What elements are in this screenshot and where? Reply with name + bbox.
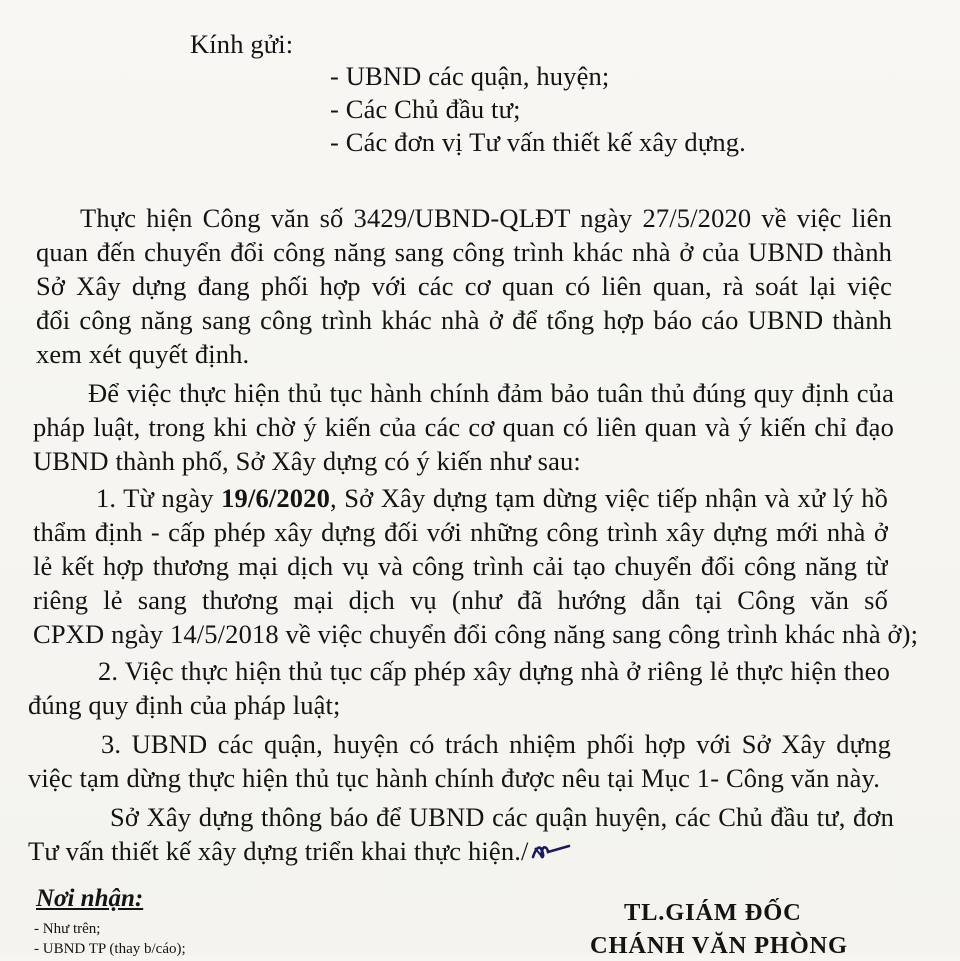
pen-mark-icon — [531, 842, 571, 862]
noi-nhan-item-1: - Như trên; — [34, 921, 101, 937]
closing-line-1: Sở Xây dựng thông báo để UBND các quận huyện, các Chủ đầu tư, đơn — [110, 802, 894, 832]
item1-line-4: riêng lẻ sang thương mại dịch vụ (như đã hướng dẫn tại Công văn số — [33, 585, 888, 615]
item3-line-2: việc tạm dừng thực hiện thủ tục hành chính được nêu tại Mục 1- Công văn này. — [28, 763, 881, 793]
item1-line-1 — [96, 482, 888, 514]
item1-rest-first: , Sở Xây dựng tạm dừng việc tiếp nhận và xử lý hồ — [329, 483, 888, 513]
para2-line-1: Để việc thực hiện thủ tục hành chính đảm bảo tuân thủ đúng quy định của — [88, 378, 894, 408]
item2-line-1: 2. Việc thực hiện thủ tục cấp phép xây dựng nhà ở riêng lẻ thực hiện theo — [98, 656, 890, 686]
para1-line-3: Sở Xây dựng đang phối hợp với các cơ quan có liên quan, rà soát lại việc — [36, 271, 892, 301]
kinh-gui-label: Kính gửi: — [190, 29, 294, 59]
para1-line-2: quan đến chuyển đổi công năng sang công trình khác nhà ở của UBND thành — [36, 237, 892, 267]
para1-line-5: xem xét quyết định. — [36, 339, 250, 369]
signer-office: CHÁNH VĂN PHÒNG — [590, 932, 848, 959]
recipient-2: - Các Chủ đầu tư; — [330, 94, 521, 124]
item2-line-2: đúng quy định của pháp luật; — [28, 690, 341, 720]
item1-line-3: lẻ kết hợp thương mại dịch vụ và công trình cải tạo chuyển đổi công năng từ — [33, 551, 888, 581]
item1-date: 19/6/2020 — [221, 483, 330, 513]
noi-nhan-label: Nơi nhận: — [36, 885, 144, 912]
para1-line-1: Thực hiện Công văn số 3429/UBND-QLĐT ngày 27/5/2020 về việc liên — [80, 203, 892, 233]
signer-title: TL.GIÁM ĐỐC — [624, 899, 802, 926]
para1-line-4: đổi công năng sang công trình khác nhà ở để tổng hợp báo cáo UBND thành — [36, 305, 892, 335]
recipient-3: - Các đơn vị Tư vấn thiết kế xây dựng. — [330, 127, 746, 157]
item1-line-5: CPXD ngày 14/5/2018 về việc chuyển đổi công năng sang công trình khác nhà ở); — [33, 619, 919, 649]
item1-prefix: 1. Từ ngày — [96, 483, 222, 513]
item3-line-1: 3. UBND các quận, huyện có trách nhiệm phối hợp với Sở Xây dựng — [101, 729, 891, 759]
closing-text: Tư vấn thiết kế xây dựng triển khai thực hiện./ — [28, 836, 529, 866]
para2-line-3: UBND thành phố, Sở Xây dựng có ý kiến như sau: — [33, 446, 581, 476]
para2-line-2: pháp luật, trong khi chờ ý kiến của các cơ quan có liên quan và ý kiến chỉ đạo — [33, 412, 894, 442]
noi-nhan-item-2: - UBND TP (thay b/cáo); — [34, 941, 186, 957]
recipient-1: - UBND các quận, huyện; — [330, 61, 610, 91]
item1-line-2: thẩm định - cấp phép xây dựng đối với những công trình xây dựng mới nhà ở — [33, 517, 888, 547]
closing-line-2 — [28, 835, 571, 867]
